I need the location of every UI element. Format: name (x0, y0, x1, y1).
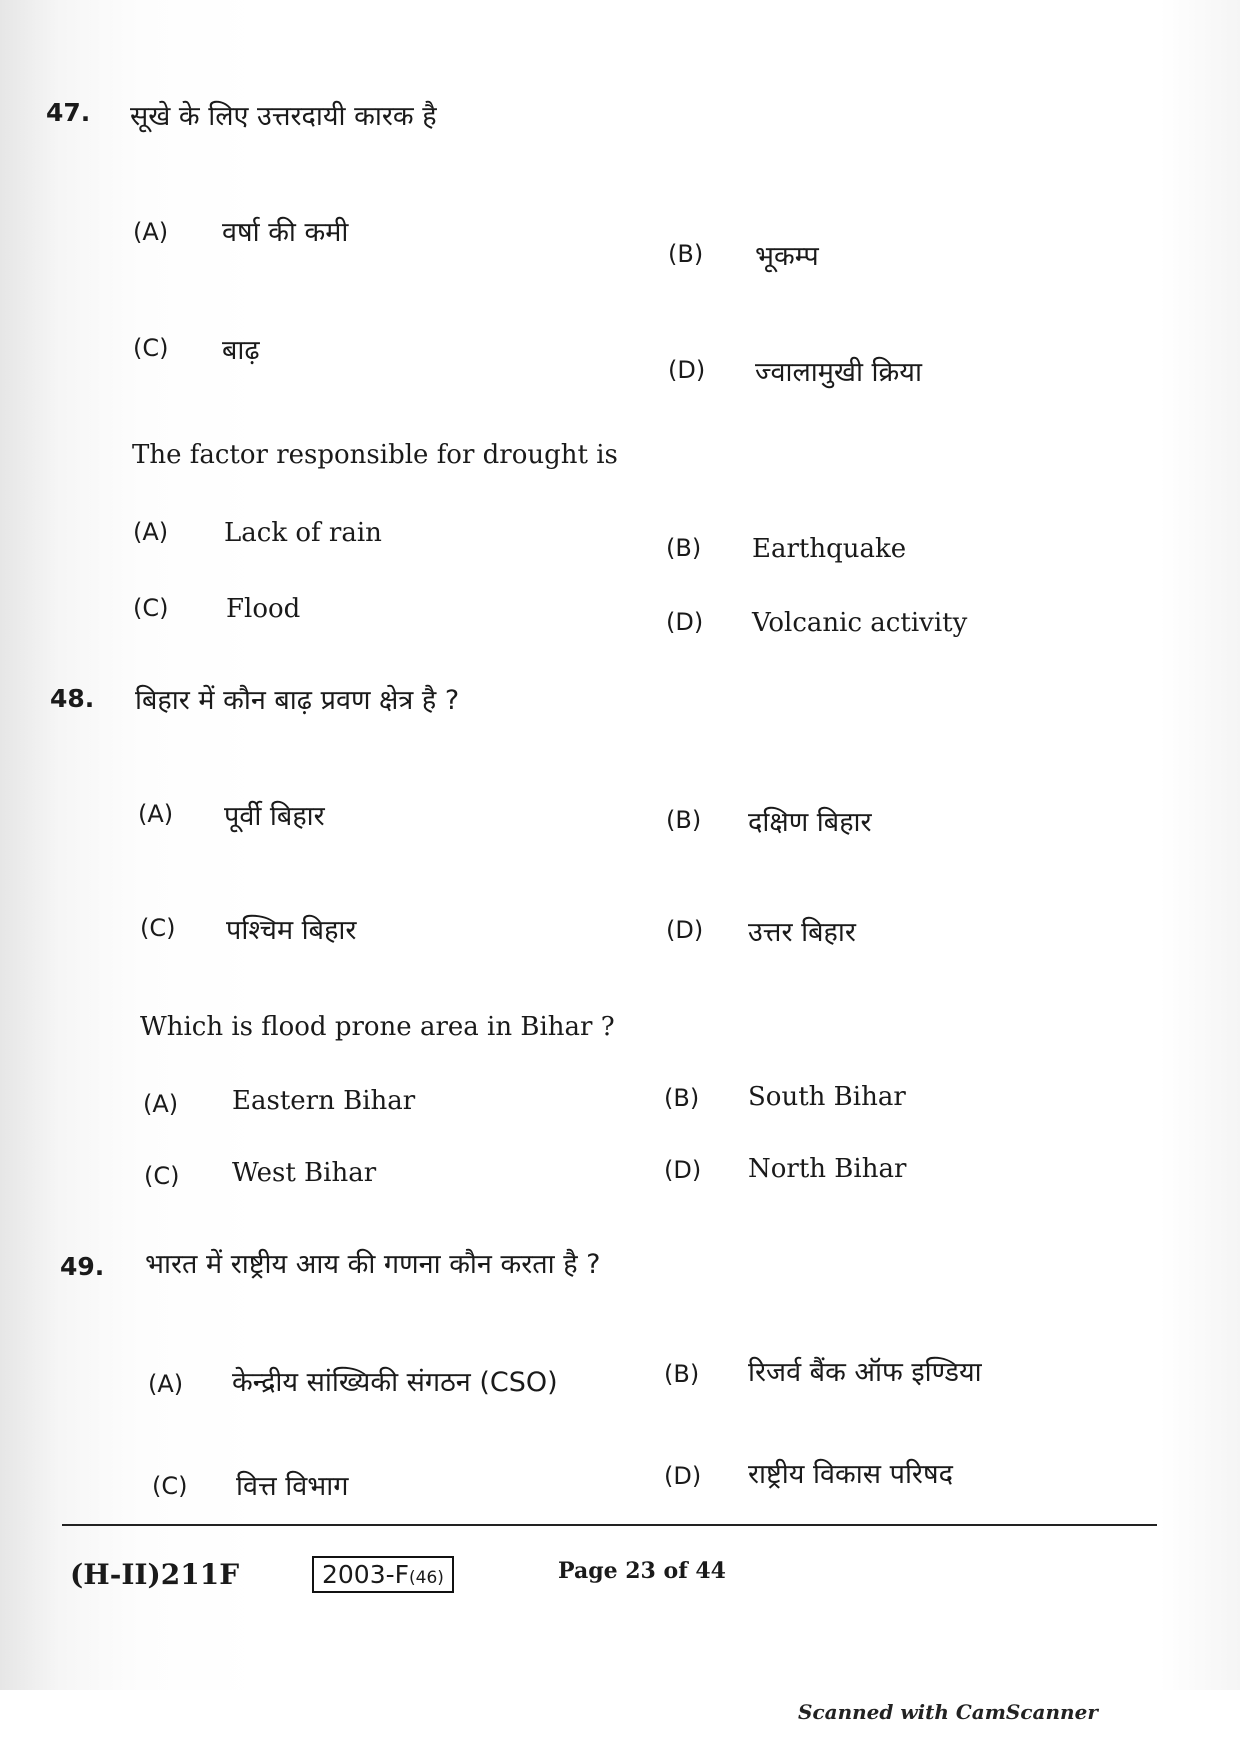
option-label-b: (B) (666, 534, 702, 562)
option-label-c: (C) (133, 594, 169, 622)
option-d-english: North Bihar (748, 1154, 907, 1184)
option-label-a: (A) (133, 218, 169, 246)
option-label-c: (C) (133, 334, 169, 362)
option-b-hindi: रिजर्व बैंक ऑफ इण्डिया (748, 1357, 982, 1388)
set-code: 2003-F (322, 1560, 410, 1589)
option-label-d: (D) (668, 356, 706, 384)
option-d-english: Volcanic activity (752, 608, 968, 638)
option-c-english: Flood (226, 594, 301, 624)
option-label-d: (D) (664, 1462, 702, 1490)
option-label-c: (C) (152, 1472, 188, 1500)
option-label-a: (A) (133, 518, 169, 546)
option-a-hindi: केन्द्रीय सांख्यिकी संगठन (CSO) (232, 1367, 558, 1398)
option-label-b: (B) (664, 1360, 700, 1388)
paper-code: (H-II)211F (70, 1558, 240, 1591)
option-c-hindi: बाढ़ (222, 335, 260, 366)
question-text-hindi: सूखे के लिए उत्तरदायी कारक है (130, 101, 437, 132)
option-label-d: (D) (664, 1156, 702, 1184)
option-label-c: (C) (140, 914, 176, 942)
set-code-suffix: (46) (409, 1568, 444, 1588)
option-c-english: West Bihar (232, 1158, 377, 1188)
question-number: 49. (60, 1252, 105, 1281)
option-label-b: (B) (668, 240, 704, 268)
option-c-hindi: वित्त विभाग (236, 1471, 349, 1502)
option-a-hindi: पूर्वी बिहार (224, 801, 325, 832)
option-label-a: (A) (148, 1370, 184, 1398)
question-number: 48. (50, 684, 95, 713)
option-label-d: (D) (666, 916, 704, 944)
option-c-hindi: पश्चिम बिहार (226, 915, 357, 946)
question-number: 47. (46, 98, 91, 127)
option-d-hindi: राष्ट्रीय विकास परिषद (748, 1459, 953, 1490)
option-b-english: South Bihar (748, 1082, 906, 1112)
scanner-watermark: Scanned with CamScanner (798, 1700, 1098, 1724)
option-d-hindi: उत्तर बिहार (748, 917, 856, 948)
option-b-english: Earthquake (752, 534, 907, 564)
question-text-hindi: भारत में राष्ट्रीय आय की गणना कौन करता है ? (145, 1249, 601, 1280)
option-label-b: (B) (666, 806, 702, 834)
option-label-b: (B) (664, 1084, 700, 1112)
option-label-a: (A) (143, 1090, 179, 1118)
option-label-c: (C) (144, 1162, 180, 1190)
footer-rule (62, 1524, 1157, 1526)
question-text-english: The factor responsible for drought is (132, 440, 618, 470)
option-a-hindi: वर्षा की कमी (222, 217, 349, 248)
question-text-english: Which is flood prone area in Bihar ? (140, 1012, 615, 1042)
option-label-d: (D) (666, 608, 704, 636)
option-a-english: Lack of rain (224, 518, 382, 548)
question-text-hindi: बिहार में कौन बाढ़ प्रवण क्षेत्र है ? (135, 685, 460, 716)
option-d-hindi: ज्वालामुखी क्रिया (755, 357, 922, 388)
option-label-a: (A) (138, 800, 174, 828)
option-b-hindi: दक्षिण बिहार (748, 807, 872, 838)
page-number: Page 23 of 44 (558, 1558, 726, 1584)
set-code-box (312, 1556, 454, 1593)
option-a-english: Eastern Bihar (232, 1086, 416, 1116)
option-b-hindi: भूकम्प (755, 241, 819, 272)
